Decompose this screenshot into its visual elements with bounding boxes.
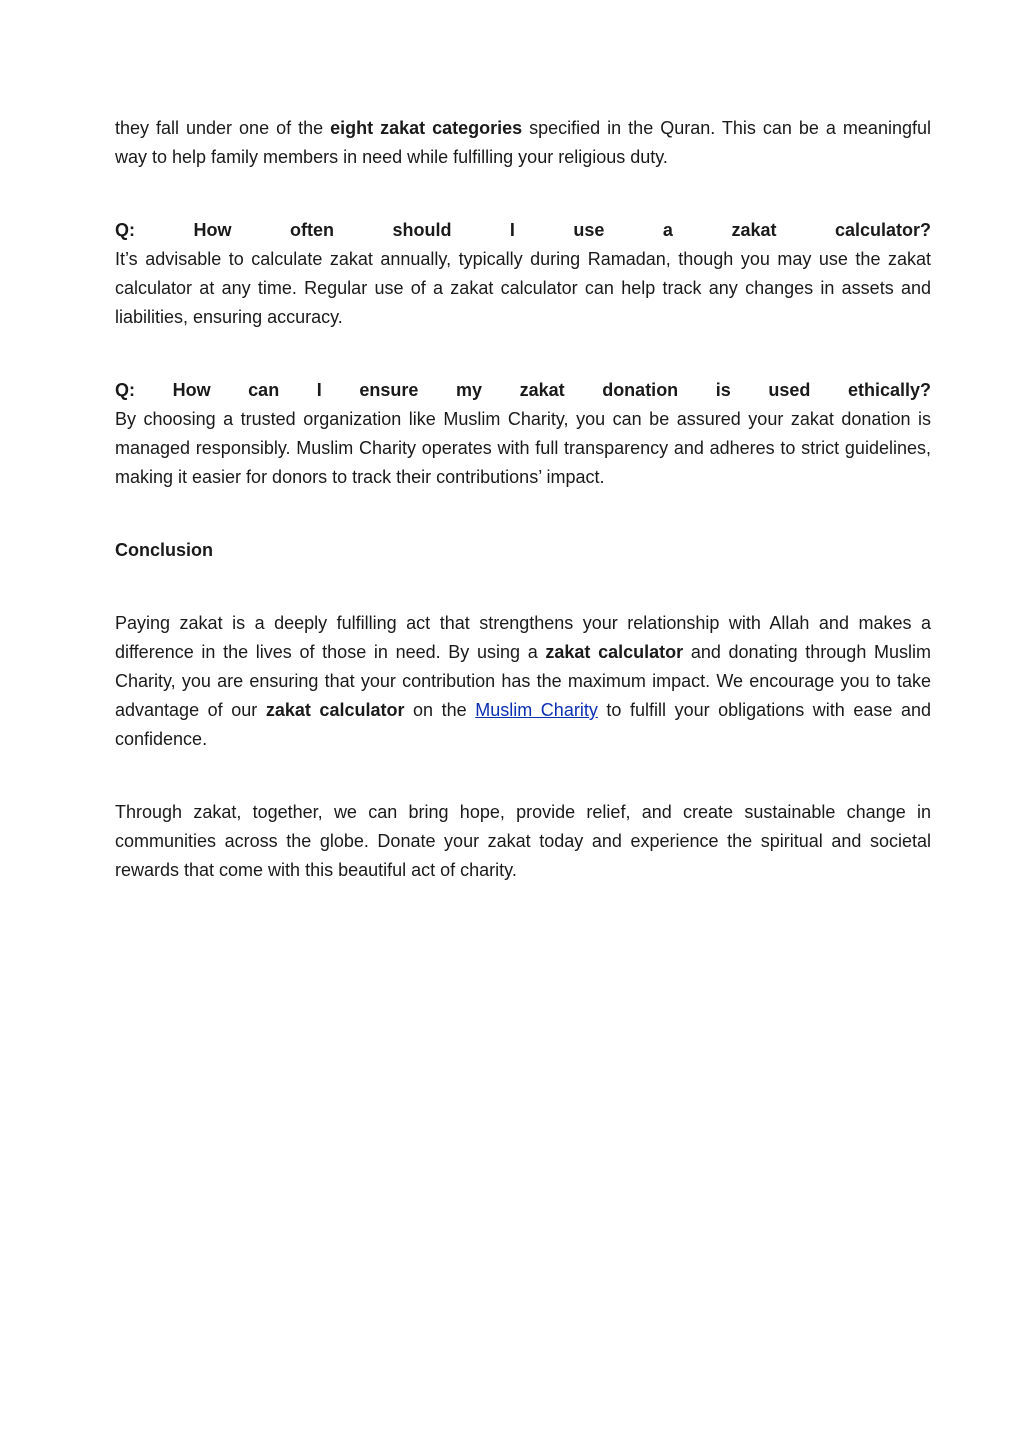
conclusion-paragraph-2: Through zakat, together, we can bring hope, provide relief, and create sustainable change in communities across the globe. Donate your zakat today and experience the spiritual and societal rewards that come with this beautiful act of charity. — [115, 802, 931, 880]
spacer — [115, 754, 931, 798]
spacer — [115, 172, 931, 216]
document-page — [115, 114, 931, 885]
zakat-calculator-bold: zakat calculator — [265, 700, 405, 720]
faq-question: Q: How can I ensure my zakat donation is used ethically? — [115, 380, 931, 400]
faq-item — [115, 216, 931, 332]
faq-item — [115, 376, 931, 492]
intro-paragraph — [115, 114, 931, 172]
conclusion-text-4: to fulfill your obligations with ease and confidence. — [115, 700, 932, 749]
conclusion-text-3: on the — [404, 700, 476, 720]
conclusion-heading: Conclusion — [115, 540, 213, 560]
faq-answer: It’s advisable to calculate zakat annually, typically during Ramadan, though you may use the zakat calculator at any time. Regular use of a zakat calculator can help track any changes in assets and liabilities, ensuring accuracy. — [115, 249, 931, 327]
spacer — [115, 492, 931, 536]
faq-question: Q: How often should I use a zakat calculator? — [115, 220, 931, 240]
muslim-charity-link[interactable]: Muslim Charity — [475, 700, 598, 720]
conclusion-text-1: Paying zakat is a deeply fulfilling act that strengthens your relationship with Allah and makes a difference in the lives of those in need. By using a — [115, 613, 931, 662]
faq-answer: By choosing a trusted organization like Muslim Charity, you can be assured your zakat donation is managed responsibly. Muslim Charity operates with full transparency and adheres to strict guidelines, making it easier for donors to track their contributions’ impact. — [115, 409, 931, 487]
spacer — [115, 565, 931, 609]
intro-text-2: specified in the Quran. This can be a meaningful way to help family members in need while fulfilling your religious duty. — [115, 118, 931, 167]
zakat-calculator-bold: zakat calculator — [545, 642, 684, 662]
conclusion-text-2: and donating through Muslim Charity, you are ensuring that your contribution has the maximum impact. We encourage you to take advantage of our — [115, 642, 932, 720]
spacer — [115, 332, 931, 376]
intro-text-1: they fall under one of the — [115, 118, 331, 138]
intro-bold-text: eight zakat categories — [330, 118, 523, 138]
conclusion-paragraph-1 — [115, 609, 931, 754]
